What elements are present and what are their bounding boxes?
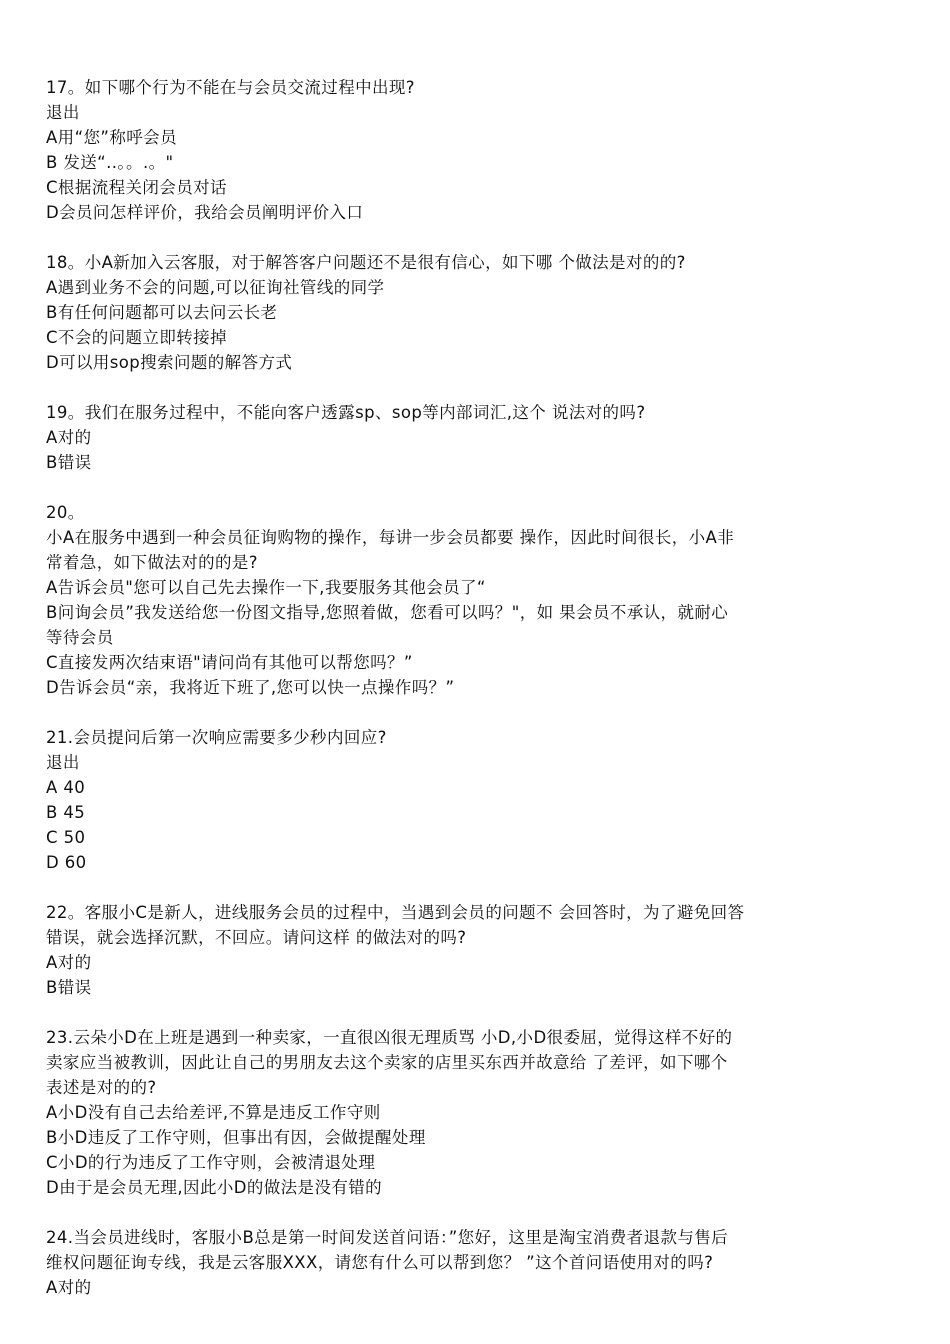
question-23-stem-line-3: 表述是对的的? xyxy=(46,1078,157,1097)
question-19-stem: 19。我们在服务过程中，不能向客户透露sp、sop等内部词汇,这个 说法对的吗? xyxy=(46,403,646,422)
question-20-stem-line-1: 小A在服务中遇到一种会员征询购物的操作，每讲一步会员都要 操作，因此时间很长，小A非 xyxy=(46,528,735,547)
question-21 xyxy=(46,725,906,875)
question-17-option-b: B 发送“..。。.。" xyxy=(46,153,174,172)
question-19-option-a: A对的 xyxy=(46,428,92,447)
question-17-option-a: A用“您”称呼会员 xyxy=(46,128,177,147)
question-22-option-b: B错误 xyxy=(46,978,92,997)
question-21-option-a: A 40 xyxy=(46,778,86,797)
question-21-option-b: B 45 xyxy=(46,803,86,822)
question-20-option-c: C直接发两次结束语"请问尚有其他可以帮您吗？” xyxy=(46,653,413,672)
question-24 xyxy=(46,1225,906,1300)
question-21-option-d: D 60 xyxy=(46,853,87,872)
question-24-option-a: A对的 xyxy=(46,1278,92,1297)
question-22-stem-line-1: 22。客服小C是新人，进线服务会员的过程中，当遇到会员的问题不 会回答时，为了避免回答 xyxy=(46,903,745,922)
question-21-option-c: C 50 xyxy=(46,828,86,847)
question-17-option-c: C根据流程关闭会员对话 xyxy=(46,178,227,197)
question-17-option-d: D会员问怎样评价，我给会员阐明评价入口 xyxy=(46,203,364,222)
question-23-option-d: D由于是会员无理,因此小D的做法是没有错的 xyxy=(46,1178,383,1197)
question-18-option-a: A遇到业务不会的问题,可以征询社管线的同学 xyxy=(46,278,385,297)
question-23-stem-line-2: 卖家应当被教训，因此让自己的男朋友去这个卖家的店里买东西并故意给 了差评，如下哪个 xyxy=(46,1053,728,1072)
question-18-option-d: D可以用sop搜索问题的解答方式 xyxy=(46,353,293,372)
question-20 xyxy=(46,500,906,700)
question-20-option-b-line-2: 等待会员 xyxy=(46,628,114,647)
question-18 xyxy=(46,250,906,375)
question-20-stem-line-2: 常着急，如下做法对的的是? xyxy=(46,553,258,572)
question-19 xyxy=(46,400,906,475)
question-17-note: 退出 xyxy=(46,103,80,122)
question-17 xyxy=(46,75,906,225)
question-20-option-b-line-1: B问询会员”我发送给您一份图文指导,您照着做，您看可以吗？"，如 果会员不承认，就耐心 xyxy=(46,603,729,622)
question-17-stem: 17。如下哪个行为不能在与会员交流过程中出现? xyxy=(46,78,415,97)
question-19-option-b: B错误 xyxy=(46,453,92,472)
question-23 xyxy=(46,1025,906,1200)
question-20-option-d: D告诉会员“亲，我将近下班了,您可以快一点操作吗？” xyxy=(46,678,455,697)
question-24-stem-line-1: 24.当会员进线时，客服小B总是第一时间发送首问语：”您好，这里是淘宝消费者退款与售后 xyxy=(46,1228,729,1247)
question-22-stem-line-2: 错误，就会选择沉默，不回应。请问这样 的做法对的吗? xyxy=(46,928,467,947)
question-23-option-b: B小D违反了工作守则，但事出有因，会做提醒处理 xyxy=(46,1128,426,1147)
question-18-stem: 18。小A新加入云客服，对于解答客户问题还不是很有信心，如下哪 个做法是对的的? xyxy=(46,253,686,272)
document-body xyxy=(46,75,906,1325)
question-22 xyxy=(46,900,906,1000)
question-23-stem-line-1: 23.云朵小D在上班是遇到一种卖家，一直很凶很无理质骂 小D,小D很委屈，觉得这样不好的 xyxy=(46,1028,733,1047)
question-23-option-a: A小D没有自己去给差评,不算是违反工作守则 xyxy=(46,1103,381,1122)
question-21-stem: 21.会员提问后第一次响应需要多少秒内回应? xyxy=(46,728,387,747)
question-20-option-a: A告诉会员"您可以自己先去操作一下,我要服务其他会员了“ xyxy=(46,578,486,597)
question-18-option-c: C不会的问题立即转接掉 xyxy=(46,328,227,347)
question-21-note: 退出 xyxy=(46,753,80,772)
question-24-stem-line-2: 维权问题征询专线，我是云客服XXX，请您有什么可以帮到您？ ”这个首问语使用对的吗? xyxy=(46,1253,714,1272)
question-22-option-a: A对的 xyxy=(46,953,92,972)
question-23-option-c: C小D的行为违反了工作守则，会被清退处理 xyxy=(46,1153,376,1172)
question-20-number: 20。 xyxy=(46,503,85,522)
question-18-option-b: B有任何问题都可以去问云长老 xyxy=(46,303,278,322)
